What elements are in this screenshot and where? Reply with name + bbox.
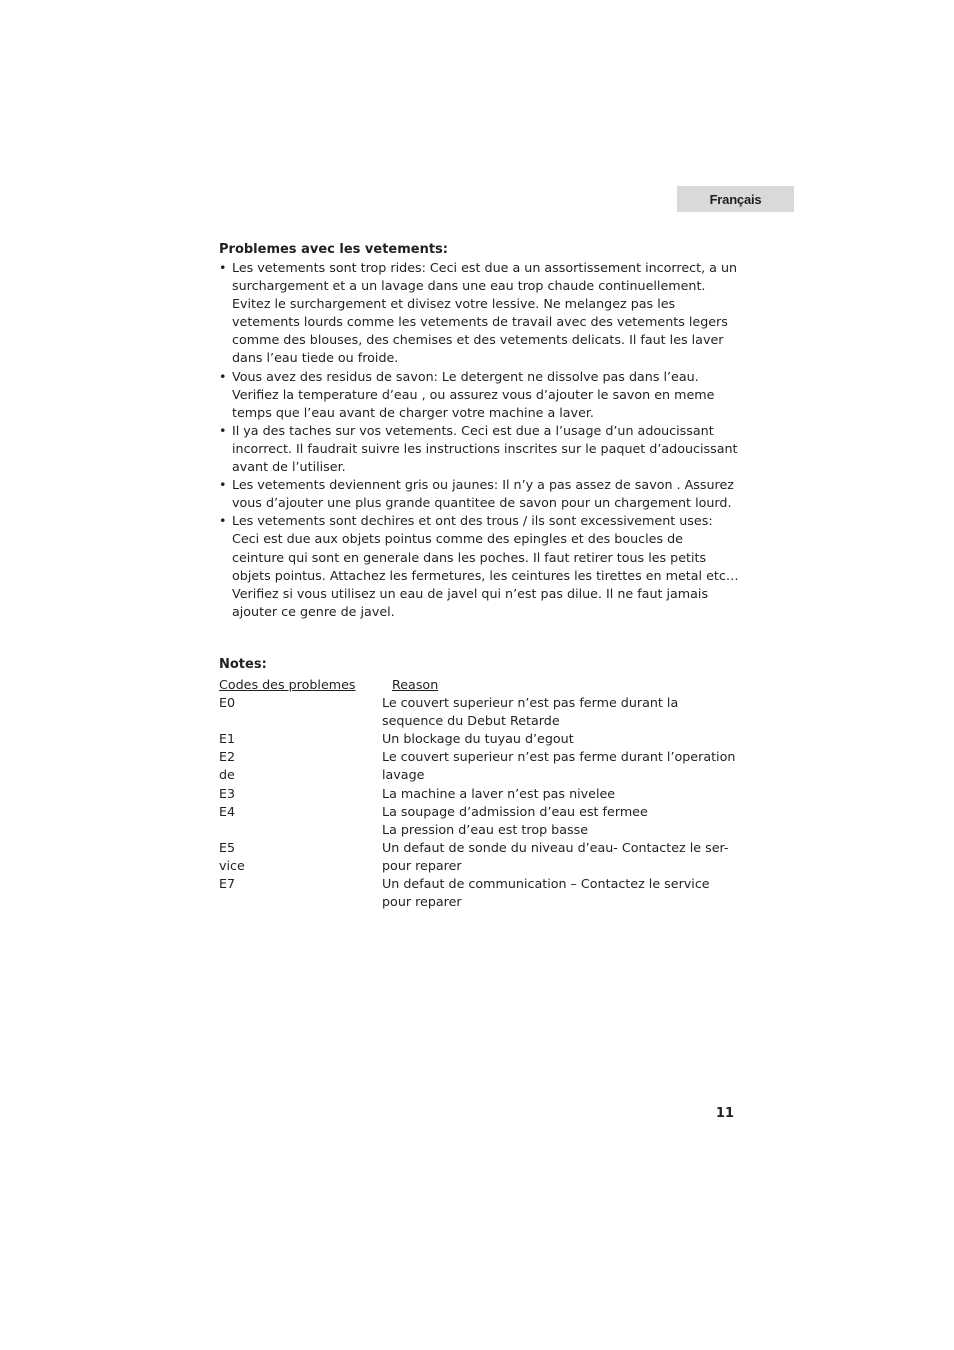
- table-header: [219, 676, 739, 694]
- problems-list: [219, 259, 739, 621]
- error-codes-table: [219, 676, 739, 911]
- column-header-codes: Codes des problemes: [219, 677, 356, 692]
- error-code: E2 de: [219, 749, 236, 783]
- list-item-text: Les vetements sont dechires et ont des trous / ils sont excessivement uses: Ceci est due aux objets pointus comme des epingles et des boucles de ceinture qui sont en generale dans les poches. Il faut retirer tous les petits objets pointus. Attachez les fermetures, les ceintures les tirettes en metal etc… Verifiez si vous utilisez un eau de javel qui n’est pas dilue. Il ne faut jamais ajouter ce genre de javel.: [232, 513, 739, 619]
- table-row: [219, 730, 739, 748]
- list-item-text: Les vetements sont trop rides: Ceci est due a un assortissement incorrect, a un surchargement et a un lavage dans une eau trop chaude continuellement. Evitez le surchargement et divisez votre lessive. Ne melangez pas les vetements lourds comme les vetements de travail avec des vetements legers comme des blouses, des chemises et des vetements delicats. Il faut les laver dans l’eau tiede ou froide.: [232, 260, 738, 366]
- problems-heading: Problemes avec les vetements:: [219, 242, 448, 257]
- bullet-icon: •: [219, 477, 227, 493]
- list-item: [219, 476, 739, 512]
- table-row: [219, 839, 739, 875]
- error-reason: Un defaut de sonde du niveau d’eau- Contactez le ser- pour reparer: [382, 839, 729, 873]
- table-row: [219, 748, 739, 784]
- bullet-icon: •: [219, 513, 227, 529]
- bullet-icon: •: [219, 260, 227, 275]
- error-code: E7: [219, 876, 236, 892]
- list-item: [219, 368, 739, 422]
- list-item-text: Il ya des taches sur vos vetements. Ceci est due a l’usage d’un adoucissant incorrect. Il faudrait suivre les instructions inscrites sur le paquet d’adoucissant avant de l’utiliser.: [232, 422, 738, 475]
- bullet-icon: •: [219, 422, 227, 438]
- table-row: [219, 875, 739, 911]
- error-reason: Un defaut de communication – Contactez le service pour reparer: [382, 876, 710, 910]
- language-tab: Français: [677, 186, 794, 212]
- error-reason: Le couvert superieur n’est pas ferme durant l’operation lavage: [382, 749, 736, 783]
- error-code: E0: [219, 695, 236, 711]
- error-code: E5 vice: [219, 839, 245, 873]
- page-number: 11: [715, 1106, 734, 1121]
- list-item: [219, 422, 739, 476]
- list-item-text: Vous avez des residus de savon: Le detergent ne dissolve pas dans l’eau. Verifiez la temperature d’eau , ou assurez vous d’ajouter le savon en meme temps que l’eau avant de charger votre machine a laver.: [232, 368, 715, 420]
- error-reason: Le couvert superieur n’est pas ferme durant la sequence du Debut Retarde: [382, 695, 679, 729]
- error-code: E4: [219, 803, 236, 819]
- bullet-icon: •: [219, 368, 227, 384]
- list-item: [219, 259, 739, 368]
- table-row: [219, 803, 739, 839]
- error-reason: La soupage d’admission d’eau est fermee La pression d’eau est trop basse: [382, 803, 648, 837]
- table-row: [219, 785, 739, 803]
- error-reason: Un blockage du tuyau d’egout: [382, 731, 574, 747]
- error-code: E1: [219, 731, 236, 747]
- table-row: [219, 694, 739, 730]
- list-item: [219, 512, 739, 621]
- column-header-reason: Reason: [392, 677, 439, 692]
- list-item-text: Les vetements deviennent gris ou jaunes: Il n’y a pas assez de savon . Assurez vous d’ajouter une plus grande quantitee de savon pour un chargement lourd.: [232, 477, 734, 511]
- notes-heading: Notes:: [219, 657, 267, 672]
- error-reason: La machine a laver n’est pas nivelee: [382, 785, 616, 801]
- error-code: E3: [219, 785, 236, 801]
